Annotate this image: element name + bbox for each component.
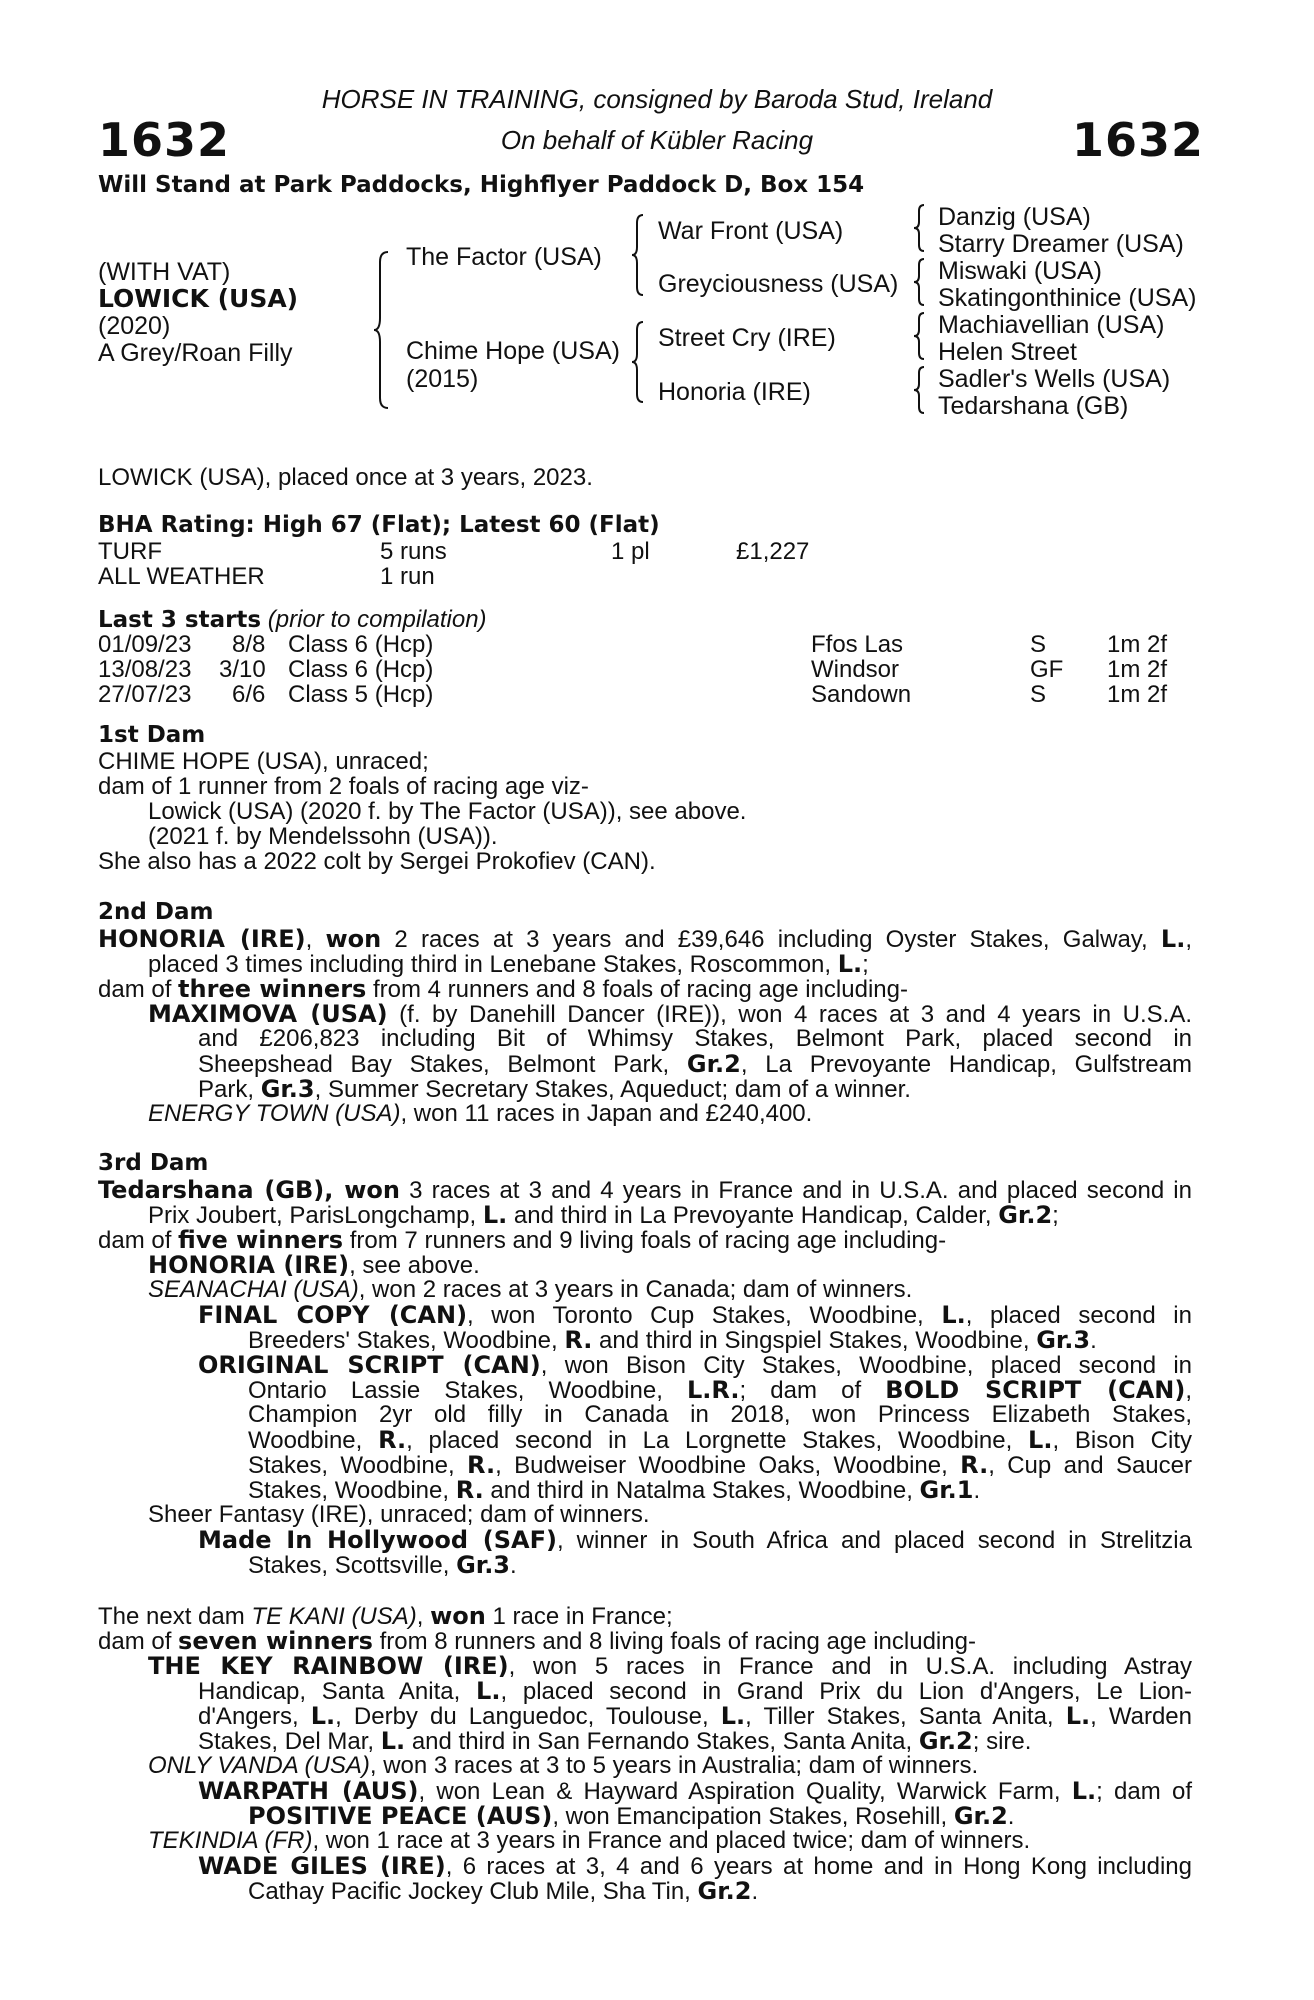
restricted-label: R.: [467, 1451, 496, 1479]
pedigree-brace-2: [630, 213, 646, 297]
horse-description: A Grey/Roan Filly: [98, 339, 293, 367]
restricted-label: R.: [960, 1451, 989, 1479]
restricted-label: R.: [564, 1326, 593, 1354]
race-text: Prix Joubert, ParisLongchamp,: [148, 1202, 483, 1229]
group-label: Gr.2: [998, 1201, 1053, 1229]
race-summary: LOWICK (USA), placed once at 3 years, 2023.: [98, 464, 593, 491]
dam2-line: placed 3 times including third in Lenebane Stakes, Roscommon, L.;: [148, 950, 869, 978]
won-label: won: [325, 925, 382, 953]
dam1-line: She also has a 2022 colt by Sergei Prokofiev (CAN).: [98, 848, 656, 875]
group-label: Gr.3: [456, 1551, 511, 1579]
horse-name: HONORIA (IRE): [148, 1251, 350, 1279]
start-date: 01/09/23: [98, 631, 192, 658]
listed-label: L.: [720, 1702, 746, 1730]
race-text: , see above.: [349, 1252, 480, 1279]
dam1-line: CHIME HOPE (USA), unraced;: [98, 748, 429, 775]
race-text: The next dam: [98, 1603, 252, 1630]
rating-prize: £1,227: [736, 538, 810, 565]
next-dam-line: [148, 1827, 1030, 1855]
listed-label: L.: [380, 1727, 406, 1755]
race-text: , Budweiser Woodbine Oaks, Woodbine,: [495, 1452, 961, 1479]
race-text: (f. by Danehill Dancer (IRE)), won 4 races at 3 and 4 years in U.S.A.: [387, 1001, 1192, 1028]
race-text: , placed second in La Lorgnette Stakes, Woodbine,: [406, 1427, 1029, 1454]
listed-label: L.: [476, 1677, 501, 1705]
dam3-line: Sheer Fantasy (IRE), unraced; dam of winners.: [148, 1501, 650, 1528]
race-text: , placed second in Grand Prix du Lion d'Angers, Le Lion-: [500, 1678, 1193, 1705]
race-text: Ontario Lassie Stakes, Woodbine,: [248, 1377, 688, 1404]
listed-label: L.: [1071, 1777, 1097, 1805]
race-text: , won Toronto Cup Stakes, Woodbine,: [467, 1302, 942, 1329]
pedigree-ddd: Tedarshana (GB): [938, 392, 1129, 420]
listed-label: L.: [1160, 925, 1186, 953]
race-text: , Summer Secretary Stakes, Aqueduct; dam of a winner.: [314, 1076, 911, 1103]
group-label: Gr.2: [918, 1727, 973, 1755]
start-distance: 1m 2f: [1107, 656, 1168, 683]
rating-surface: TURF: [98, 538, 162, 565]
start-going: S: [1030, 631, 1047, 658]
race-text: , Tiller Stakes, Santa Anita,: [745, 1703, 1066, 1730]
winners-count: three winners: [178, 975, 367, 1003]
horse-name: WARPATH (AUS): [198, 1777, 419, 1805]
race-text: ; dam of: [739, 1377, 886, 1404]
race-text: , La Prevoyante Handicap, Gulfstream: [740, 1051, 1192, 1078]
group-label: Gr.2: [686, 1050, 741, 1078]
race-text: Woodbine,: [248, 1427, 379, 1454]
rating-row: [0, 563, 1314, 591]
dam2-line: [148, 1100, 812, 1128]
race-text: 1 race in France;: [485, 1603, 673, 1630]
start-position: 3/10: [219, 656, 266, 683]
consignor-line: HORSE IN TRAINING, consigned by Baroda Stud, Ireland: [321, 84, 993, 114]
dam2-title: 2nd Dam: [98, 899, 214, 925]
horse-name: MAXIMOVA (USA): [148, 1000, 388, 1028]
listed-restricted-label: L.R.: [687, 1376, 740, 1404]
pedigree-sdd: Skatingonthinice (USA): [938, 284, 1197, 312]
pedigree-dss: Machiavellian (USA): [938, 311, 1165, 339]
pedigree-sds: Miswaki (USA): [938, 257, 1102, 285]
won-label: won: [430, 1602, 486, 1630]
listed-label: L.: [1028, 1426, 1053, 1454]
restricted-label: R.: [455, 1476, 484, 1504]
pedigree-dam: Chime Hope (USA): [406, 337, 620, 365]
race-text: , won 2 races at 3 years in Canada; dam of winners.: [358, 1276, 913, 1303]
race-text: and third in Singspiel Stakes, Woodbine,: [592, 1327, 1037, 1354]
race-text: , Derby du Languedoc, Toulouse,: [335, 1703, 721, 1730]
dam1-line: dam of 1 runner from 2 foals of racing age viz-: [98, 773, 589, 800]
next-dam-line: Cathay Pacific Jockey Club Mile, Sha Tin, Gr.2.: [248, 1877, 759, 1905]
horse-name: ENERGY TOWN (USA): [148, 1100, 401, 1127]
rating-row: [0, 538, 1314, 566]
race-text: and third in San Fernando Stakes, Santa Anita,: [405, 1728, 919, 1755]
race-text: dam of: [98, 976, 179, 1003]
lot-number-left: 1632: [98, 113, 231, 167]
dam3-line: [148, 1276, 912, 1304]
race-text: Stakes, Woodbine,: [248, 1452, 468, 1479]
start-row: [0, 631, 1314, 659]
race-text: d'Angers,: [198, 1703, 311, 1730]
start-course: Windsor: [811, 656, 900, 683]
last-starts-title: Last 3 starts: [98, 607, 262, 633]
pedigree-brace-5: [912, 257, 928, 307]
group-label: Gr.1: [919, 1476, 974, 1504]
race-text: , won Bison City Stakes, Woodbine, placed second in: [540, 1352, 1192, 1379]
pedigree-sire-dam: Greyciousness (USA): [658, 270, 899, 298]
race-text: from 8 runners and 8 living foals of racing age including-: [372, 1628, 976, 1655]
listed-label: L.: [1065, 1702, 1091, 1730]
rating-placed: 1 pl: [611, 538, 650, 565]
pedigree-brace-1: [372, 250, 392, 410]
race-text: 2 races at 3 years and £39,646 including Oyster Stakes, Galway,: [381, 926, 1161, 953]
start-race: Class 6 (Hcp): [288, 656, 434, 683]
listed-label: L.: [941, 1301, 966, 1329]
dam3-line: Champion 2yr old filly in Canada in 2018, won Princess Elizabeth Stakes,: [248, 1401, 1192, 1428]
rating-surface: ALL WEATHER: [98, 563, 265, 590]
listed-label: L.: [837, 950, 863, 978]
race-text: Stakes, Scottsville,: [248, 1552, 457, 1579]
dam1-title: 1st Dam: [98, 722, 206, 748]
race-text: , Cup and Saucer: [988, 1452, 1192, 1479]
dam1-line: (2021 f. by Mendelssohn (USA)).: [148, 823, 498, 850]
last-starts-heading: [98, 606, 487, 634]
group-label: Gr.3: [1036, 1326, 1091, 1354]
pedigree-brace-7: [912, 365, 928, 415]
pedigree-dsd: Helen Street: [938, 338, 1077, 366]
race-text: Stakes, Woodbine,: [248, 1477, 456, 1504]
vat-note: (WITH VAT): [98, 258, 231, 286]
start-course: Sandown: [811, 681, 912, 708]
race-text: and third in Natalma Stakes, Woodbine,: [483, 1477, 920, 1504]
listed-label: L.: [482, 1201, 508, 1229]
horse-name: FINAL COPY (CAN): [198, 1301, 468, 1329]
horse-name: TE KANI (USA): [251, 1603, 417, 1630]
dam3-line: Ontario Lassie Stakes, Woodbine, L.R.; dam of BOLD SCRIPT (CAN),: [248, 1376, 1193, 1404]
race-text: Sheepshead Bay Stakes, Belmont Park,: [198, 1051, 687, 1078]
horse-name: POSITIVE PEACE (AUS): [248, 1802, 553, 1830]
pedigree-dds: Sadler's Wells (USA): [938, 365, 1171, 393]
race-text: placed 3 times including third in Lenebane Stakes, Roscommon,: [148, 951, 838, 978]
race-text: , winner in South Africa and placed second in Strelitzia: [556, 1527, 1192, 1554]
start-distance: 1m 2f: [1107, 681, 1168, 708]
race-text: and third in La Prevoyante Handicap, Calder,: [507, 1202, 999, 1229]
horse-name: SEANACHAI (USA): [148, 1276, 359, 1303]
next-dam-line: POSITIVE PEACE (AUS), won Emancipation Stakes, Rosehill, Gr.2.: [248, 1802, 1015, 1830]
race-text: , won 1 race at 3 years in France and placed twice; dam of winners.: [312, 1827, 1031, 1854]
dam3-line: Stakes, Woodbine, R. and third in Natalma Stakes, Woodbine, Gr.1.: [248, 1476, 981, 1504]
dam1-line: Lowick (USA) (2020 f. by The Factor (USA)), see above.: [148, 798, 747, 825]
last-starts-note: (prior to compilation): [267, 606, 487, 633]
pedigree-dam-sire: Street Cry (IRE): [658, 324, 836, 352]
horse-name: BOLD SCRIPT (CAN): [885, 1376, 1186, 1404]
race-text: , Bison City: [1052, 1427, 1192, 1454]
race-text: dam of: [98, 1628, 179, 1655]
horse-name: Made In Hollywood (SAF): [198, 1526, 557, 1554]
dam3-line: Prix Joubert, ParisLongchamp, L. and third in La Prevoyante Handicap, Calder, Gr.2;: [148, 1201, 1059, 1229]
start-row: [0, 681, 1314, 709]
race-text: , won 3 races at 3 to 5 years in Australia; dam of winners.: [369, 1752, 979, 1779]
start-position: 6/6: [232, 681, 266, 708]
horse-name: LOWICK (USA): [98, 284, 299, 313]
race-text: 3 races at 3 and 4 years in France and in U.S.A. and placed second in: [399, 1177, 1192, 1204]
pedigree-brace-3: [630, 320, 646, 404]
race-text: Park,: [198, 1076, 261, 1103]
group-label: Gr.2: [953, 1802, 1008, 1830]
start-going: S: [1030, 681, 1047, 708]
start-race: Class 5 (Hcp): [288, 681, 434, 708]
pedigree-ssd: Starry Dreamer (USA): [938, 230, 1184, 258]
race-text: Cathay Pacific Jockey Club Mile, Sha Tin,: [248, 1878, 698, 1905]
start-date: 13/08/23: [98, 656, 192, 683]
race-text: , placed second in: [965, 1302, 1192, 1329]
pedigree-sire: The Factor (USA): [406, 243, 602, 271]
won-label: won: [344, 1176, 400, 1204]
group-label: Gr.2: [697, 1877, 752, 1905]
stand-location: Will Stand at Park Paddocks, Highflyer Paddock D, Box 154: [98, 172, 865, 198]
dam3-line: Stakes, Scottsville, Gr.3.: [248, 1551, 517, 1579]
rating-runs: 5 runs: [380, 538, 447, 565]
pedigree-brace-4: [912, 203, 928, 253]
start-distance: 1m 2f: [1107, 631, 1168, 658]
bha-rating-title: BHA Rating: High 67 (Flat); Latest 60 (Flat): [98, 512, 660, 538]
race-text: , won 5 races in France and in U.S.A. including Astray: [508, 1653, 1192, 1680]
horse-name: ONLY VANDA (USA): [148, 1752, 370, 1779]
horse-name: THE KEY RAINBOW (IRE): [148, 1652, 509, 1680]
race-text: ; sire.: [972, 1728, 1032, 1755]
rating-runs: 1 run: [380, 563, 435, 590]
race-text: Stakes, Del Mar,: [198, 1728, 381, 1755]
pedigree-sss: Danzig (USA): [938, 203, 1091, 231]
pedigree-dam-year: (2015): [406, 365, 479, 393]
dam3-line: Breeders' Stakes, Woodbine, R. and third in Singspiel Stakes, Woodbine, Gr.3.: [248, 1326, 1097, 1354]
winners-count: five winners: [178, 1226, 344, 1254]
start-going: GF: [1030, 656, 1064, 683]
race-text: , won Lean & Hayward Aspiration Quality, Warwick Farm,: [418, 1778, 1072, 1805]
pedigree-sire-sire: War Front (USA): [658, 217, 844, 245]
race-text: ; dam of: [1096, 1778, 1192, 1805]
listed-label: L.: [310, 1702, 336, 1730]
horse-name: HONORIA (IRE): [98, 925, 306, 953]
race-text: from 7 runners and 9 living foals of racing age including-: [343, 1227, 947, 1254]
start-course: Ffos Las: [811, 631, 904, 658]
horse-name: ORIGINAL SCRIPT (CAN): [198, 1351, 541, 1379]
race-text: Handicap, Santa Anita,: [198, 1678, 477, 1705]
race-text: dam of: [98, 1227, 179, 1254]
winners-count: seven winners: [178, 1627, 373, 1655]
start-race: Class 6 (Hcp): [288, 631, 434, 658]
start-row: [0, 656, 1314, 684]
start-position: 8/8: [232, 631, 266, 658]
next-dam-line: The next dam TE KANI (USA), won 1 race in France;: [98, 1602, 673, 1630]
race-text: , won 11 races in Japan and £240,400.: [400, 1100, 813, 1127]
race-text: Breeders' Stakes, Woodbine,: [248, 1327, 565, 1354]
pedigree-brace-6: [912, 311, 928, 361]
race-text: , 6 races at 3, 4 and 6 years at home and in Hong Kong including: [445, 1853, 1192, 1880]
dam3-title: 3rd Dam: [98, 1150, 209, 1176]
on-behalf-line: On behalf of Kübler Racing: [500, 125, 814, 155]
dam2-line: and £206,823 including Bit of Whimsy Stakes, Belmont Park, placed second in: [198, 1025, 1192, 1052]
dam3-line: Tedarshana (GB), won 3 races at 3 and 4 years in France and in U.S.A. and placed second in: [98, 1176, 1192, 1204]
race-text: from 4 runners and 8 foals of racing age including-: [366, 976, 908, 1003]
horse-name: Tedarshana (GB): [98, 1176, 325, 1204]
horse-year: (2020): [98, 312, 171, 340]
group-label: Gr.3: [260, 1075, 315, 1103]
lot-number-right: 1632: [1071, 113, 1204, 167]
horse-name: TEKINDIA (FR): [148, 1827, 313, 1854]
next-dam-line: [148, 1752, 978, 1780]
race-text: , Warden: [1090, 1703, 1193, 1730]
restricted-label: R.: [378, 1426, 407, 1454]
dam2-line: HONORIA (IRE), won 2 races at 3 years and £39,646 including Oyster Stakes, Galway, L.,: [98, 925, 1192, 953]
race-text: , won Emancipation Stakes, Rosehill,: [552, 1803, 954, 1830]
pedigree-dam-dam: Honoria (IRE): [658, 378, 811, 406]
horse-name: WADE GILES (IRE): [198, 1852, 446, 1880]
start-date: 27/07/23: [98, 681, 192, 708]
